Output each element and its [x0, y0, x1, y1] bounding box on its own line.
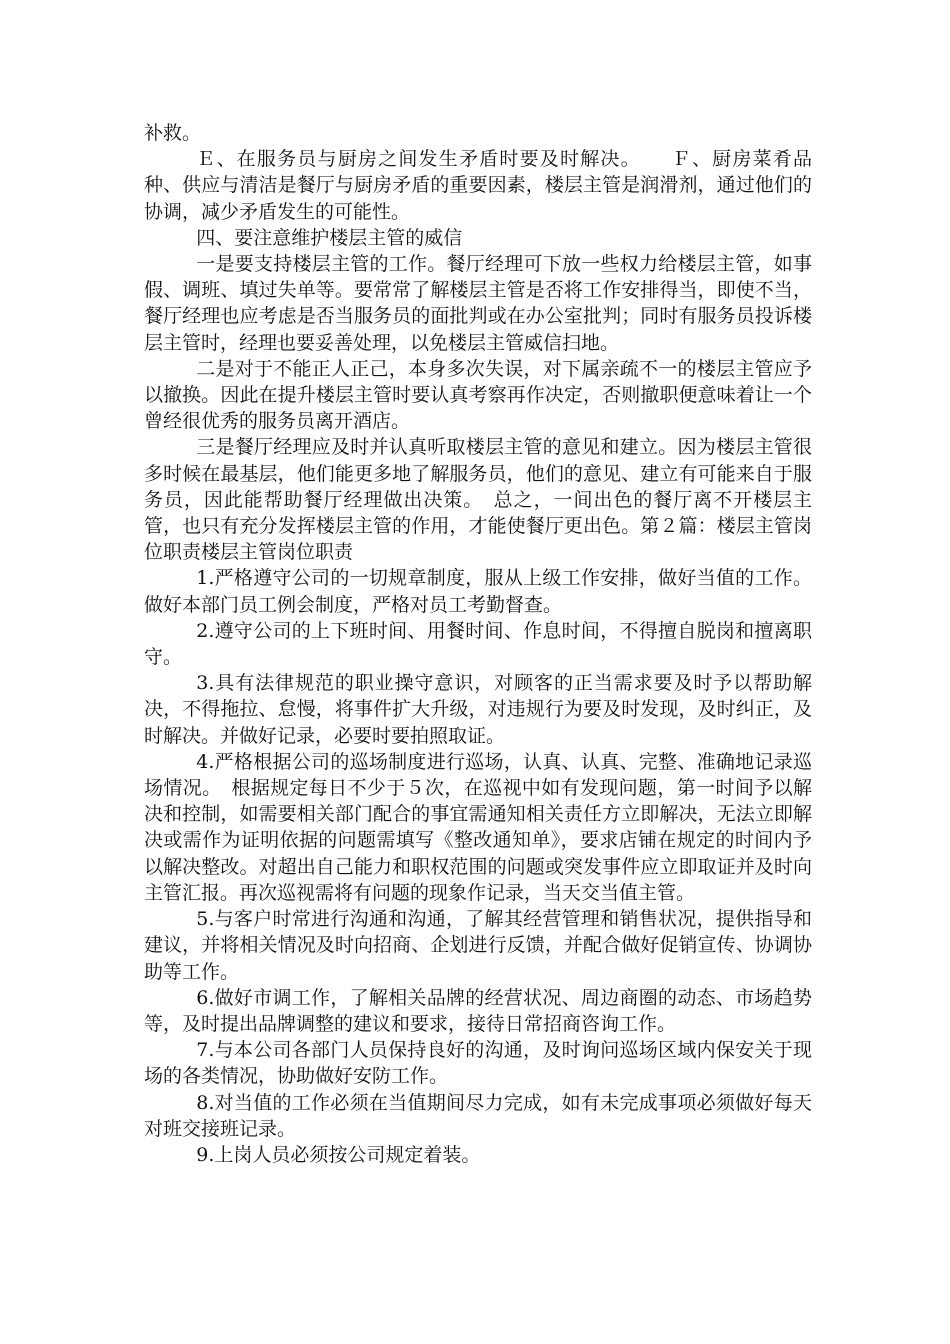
section-heading-four: 四、要注意维护楼层主管的威信: [196, 226, 463, 249]
paragraph-replace-supervisor: 二是对于不能正人正己，本身多次失误，对下属亲疏不一的楼层主管应予以撤换。因此在提升楼层主管时要认真考察再作决定，否则撤职便意味着让一个曾经很优秀的服务员离开酒店。: [144, 357, 812, 433]
paragraph-listen-opinions: 三是餐厅经理应及时并认真听取楼层主管的意见和建立。因为楼层主管很多时候在最基层，他们能更多地了解服务员，他们的意见、建立有可能来自于服务员，因此能帮助餐厅经理做出决策。 总之，一间出色的餐厅离不开楼层主管，也只有充分发挥楼层主管的作用，才能使餐厅更出色。第２篇：楼层主管岗位职责楼层主管岗位职责: [144, 436, 812, 564]
duty-item-4: 4.严格根据公司的巡场制度进行巡场，认真、认真、完整、准确地记录巡场情况。 根据规定每日不少于５次，在巡视中如有发现问题，第一时间予以解决和控制，如需要相关部门配合的事宜需通知相关责任方立即解决，无法立即解决或需作为证明依据的问题需填写《整改通知单》，要求店铺在规定的时间内予以解决整改。对超出自己能力和职权范围的问题或突发事件应立即取证并及时向主管汇报。再次巡视需将有问题的现象作记录，当天交当值主管。: [144, 750, 812, 904]
paragraph-support-supervisor: 一是要支持楼层主管的工作。餐厅经理可下放一些权力给楼层主管，如事假、调班、填过失单等。要常常了解楼层主管是否将工作安排得当，即使不当，餐厅经理也应考虑是否当服务员的面批判或在办公室批判；同时有服务员投诉楼层主管时，经理也要妥善处理，以免楼层主管威信扫地。: [144, 253, 812, 354]
duty-item-7: 7.与本公司各部门人员保持良好的沟通，及时询问巡场区域内保安关于现场的各类情况，协助做好安防工作。: [144, 1039, 812, 1088]
duty-item-8: 8.对当值的工作必须在当值期间尽力完成，如有未完成事项必须做好每天对班交接班记录。: [144, 1091, 812, 1140]
paragraph-continuation: 补救。: [144, 122, 202, 144]
duty-item-9: 9.上岗人员必须按公司规定着装。: [196, 1143, 481, 1166]
duty-item-2: 2.遵守公司的上下班时间、用餐时间、作息时间，不得擅自脱岗和擅离职守。: [144, 619, 812, 669]
duty-item-5: 5.与客户时常进行沟通和沟通，了解其经营管理和销售状况，提供指导和建议，并将相关情况及时向招商、企划进行反馈，并配合做好促销宣传、协调协助等工作。: [144, 908, 812, 983]
duty-item-6: 6.做好市调工作，了解相关品牌的经营状况、周边商圈的动态、市场趋势等，及时提出品牌调整的建议和要求，接待日常招商咨询工作。: [144, 986, 812, 1035]
duty-item-3: 3.具有法律规范的职业操守意识，对顾客的正当需求要及时予以帮助解决，不得拖拉、怠慢，将事件扩大升级，对违规行为要及时发现，及时纠正，及时解决。并做好记录，必要时要拍照取证。: [144, 672, 812, 747]
document-body: [144, 120, 812, 1168]
paragraph-item-e-f: Ｅ、在服务员与厨房之间发生矛盾时要及时解决。 Ｆ、厨房菜肴品种、供应与清洁是餐厅与厨房矛盾的重要因素，楼层主管是润滑剂，通过他们的协调，减少矛盾发生的可能性。: [144, 148, 812, 223]
duty-item-1: 1.严格遵守公司的一切规章制度，服从上级工作安排，做好当值的工作。做好本部门员工例会制度，严格对员工考勤督查。: [144, 567, 812, 616]
